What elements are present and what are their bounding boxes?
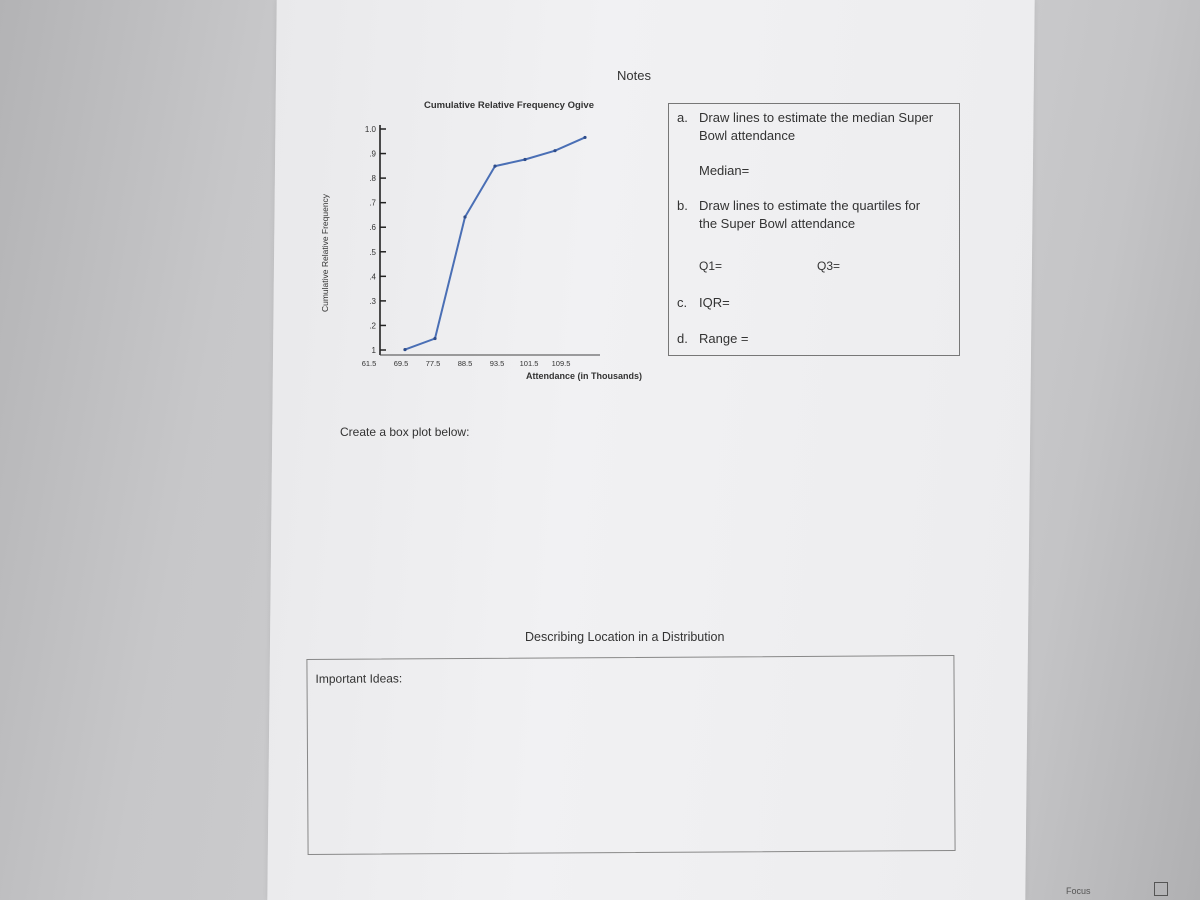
chart-x-axis-label: Attendance (in Thousands) <box>525 371 643 381</box>
important-ideas-label: Important Ideas: <box>315 671 403 686</box>
ogive-data-point <box>463 215 466 218</box>
questions-box <box>668 103 960 356</box>
chart-title: Cumulative Relative Frequency Ogive <box>423 100 595 111</box>
ogive-series-line <box>405 137 585 349</box>
question-d-tag: d. <box>677 331 688 346</box>
section-title: Describing Location in a Distribution <box>525 630 725 644</box>
ogive-data-point <box>523 158 526 161</box>
question-b-line2: the Super Bowl attendance <box>699 216 856 231</box>
question-b <box>677 197 920 233</box>
notes-title: Notes <box>617 68 651 83</box>
ogive-chart-svg <box>312 88 672 388</box>
ogive-data-point <box>583 136 586 139</box>
y-tick-label: .5 <box>369 247 376 257</box>
ogive-data-point <box>433 337 436 340</box>
q3-answer-label: Q3= <box>817 259 841 273</box>
question-a <box>677 109 933 145</box>
ogive-data-point <box>493 165 496 168</box>
x-tick-label: 88.5 <box>457 359 473 368</box>
range-answer-label: Range = <box>699 331 749 346</box>
median-answer-label: Median= <box>699 163 750 178</box>
box-plot-prompt: Create a box plot below: <box>340 425 470 439</box>
x-tick-label: 77.5 <box>425 359 441 368</box>
question-a-line2: Bowl attendance <box>699 128 796 143</box>
focus-button[interactable]: Focus <box>1066 886 1091 896</box>
question-b-tag: b. <box>677 198 688 213</box>
question-b-line1: Draw lines to estimate the quartiles for <box>699 198 921 213</box>
ogive-chart <box>312 88 672 388</box>
x-tick-label: 61.5 <box>361 359 377 368</box>
x-tick-label: 101.5 <box>519 359 539 368</box>
y-tick-label: .4 <box>369 272 376 282</box>
x-tick-label: 69.5 <box>393 359 409 368</box>
y-tick-label: .8 <box>369 174 376 184</box>
x-tick-label: 93.5 <box>489 359 505 368</box>
question-c <box>677 294 730 312</box>
y-tick-label: .6 <box>369 223 376 233</box>
question-a-line1: Draw lines to estimate the median Super <box>699 110 934 125</box>
iqr-answer-label: IQR= <box>699 295 730 310</box>
question-c-tag: c. <box>677 295 688 310</box>
important-ideas-box <box>306 655 955 855</box>
q1-answer-label: Q1= <box>699 259 723 273</box>
x-tick-label: 109.5 <box>551 359 571 368</box>
ogive-data-point <box>403 348 406 351</box>
question-a-tag: a. <box>677 110 688 125</box>
y-tick-label: .3 <box>369 296 376 306</box>
chart-y-axis-label: Cumulative Relative Frequency <box>320 193 330 313</box>
layout-icon[interactable] <box>1154 882 1168 896</box>
y-tick-label: .9 <box>369 149 376 159</box>
y-tick-label: 1.0 <box>364 125 376 134</box>
y-tick-label: .2 <box>369 321 376 331</box>
ogive-data-point <box>553 149 556 152</box>
question-d <box>677 330 749 348</box>
y-tick-label: 1 <box>371 346 376 355</box>
y-tick-label: .7 <box>369 198 376 208</box>
